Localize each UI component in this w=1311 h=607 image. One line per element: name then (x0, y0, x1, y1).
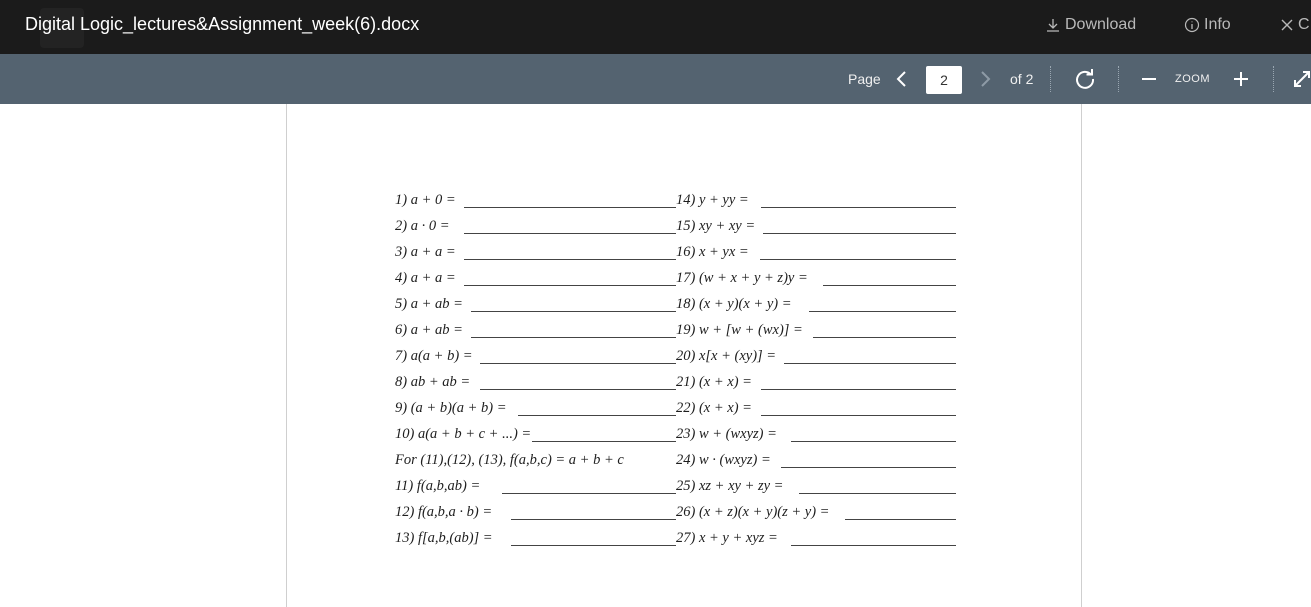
page-total: of 2 (1010, 71, 1034, 87)
answer-blank-line (791, 545, 956, 546)
equation-left-2: 2) a · 0 = (395, 218, 450, 234)
equation-right-10: 23) w + (wxyz) = (676, 426, 777, 442)
equation-right-12: 25) xz + xy + zy = (676, 478, 784, 494)
answer-blank-line (480, 363, 676, 364)
equation-right-5: 18) (x + y)(x + y) = (676, 296, 792, 312)
equation-left-4: 4) a + a = (395, 270, 456, 286)
document-title: Digital Logic_lectures&Assignment_week(6).docx (25, 14, 420, 34)
chevron-left-icon (894, 76, 910, 93)
page-label: Page (848, 71, 881, 87)
equation-left-9: 9) (a + b)(a + b) = (395, 400, 507, 416)
info-button[interactable] (1184, 16, 1231, 34)
answer-blank-line (809, 311, 956, 312)
answer-blank-line (502, 493, 676, 494)
answer-blank-line (813, 337, 956, 338)
answer-blank-line (760, 259, 956, 260)
close-label: C (1298, 16, 1310, 33)
zoom-out-button[interactable] (1140, 70, 1158, 93)
info-label: Info (1204, 16, 1231, 33)
answer-blank-line (791, 441, 956, 442)
answer-blank-line (761, 415, 956, 416)
answer-blank-line (511, 519, 676, 520)
answer-blank-line (471, 337, 676, 338)
info-icon (1184, 17, 1200, 33)
equation-right-1: 14) y + yy = (676, 192, 749, 208)
answer-blank-line (761, 207, 956, 208)
toolbar-divider (1118, 66, 1119, 92)
zoom-in-button[interactable] (1232, 70, 1250, 93)
equation-left-14: 13) f[a,b,(ab)] = (395, 530, 493, 546)
answer-blank-line (464, 207, 676, 208)
toolbar-divider (1050, 66, 1051, 92)
equation-left-12: 11) f(a,b,ab) = (395, 478, 481, 494)
download-button[interactable] (1045, 16, 1136, 34)
assignment-equations (287, 104, 1083, 607)
equation-right-14: 27) x + y + xyz = (676, 530, 778, 546)
answer-blank-line (781, 467, 956, 468)
answer-blank-line (464, 259, 676, 260)
answer-blank-line (845, 519, 956, 520)
expand-icon (1293, 75, 1311, 92)
toolbar-divider (1273, 66, 1274, 92)
title-bar (0, 0, 1311, 54)
viewer-toolbar (0, 54, 1311, 104)
answer-blank-line (761, 389, 956, 390)
document-page (286, 104, 1082, 607)
answer-blank-line (823, 285, 956, 286)
equation-left-1: 1) a + 0 = (395, 192, 456, 208)
answer-blank-line (464, 233, 676, 234)
equation-left-8: 8) ab + ab = (395, 374, 471, 390)
close-button[interactable] (1280, 16, 1310, 34)
document-viewer[interactable] (0, 104, 1311, 607)
rotate-icon (1074, 77, 1096, 94)
chevron-right-icon (977, 76, 993, 93)
download-label: Download (1065, 16, 1137, 33)
page-number-input[interactable] (926, 66, 962, 94)
equation-right-11: 24) w · (wxyz) = (676, 452, 771, 468)
equation-left-10: 10) a(a + b + c + ...) = (395, 426, 532, 442)
minus-icon (1140, 75, 1158, 92)
equation-right-4: 17) (w + x + y + z)y = (676, 270, 808, 286)
next-page-button[interactable] (977, 69, 993, 94)
equation-left-3: 3) a + a = (395, 244, 456, 260)
equation-right-6: 19) w + [w + (wx)] = (676, 322, 803, 338)
answer-blank-line (480, 389, 676, 390)
equation-right-2: 15) xy + xy = (676, 218, 756, 234)
rotate-button[interactable] (1074, 68, 1096, 95)
answer-blank-line (784, 363, 956, 364)
equation-right-3: 16) x + yx = (676, 244, 749, 260)
zoom-label: ZOOM (1175, 73, 1210, 85)
answer-blank-line (799, 493, 956, 494)
equation-right-13: 26) (x + z)(x + y)(z + y) = (676, 504, 830, 520)
equation-right-8: 21) (x + x) = (676, 374, 752, 390)
answer-blank-line (518, 415, 676, 416)
equation-left-6: 6) a + ab = (395, 322, 463, 338)
answer-blank-line (464, 285, 676, 286)
equation-right-7: 20) x[x + (xy)] = (676, 348, 777, 364)
equation-right-9: 22) (x + x) = (676, 400, 752, 416)
answer-blank-line (532, 441, 676, 442)
plus-icon (1232, 75, 1250, 92)
download-icon (1045, 17, 1061, 33)
equation-left-5: 5) a + ab = (395, 296, 463, 312)
answer-blank-line (511, 545, 676, 546)
previous-page-button[interactable] (894, 69, 910, 94)
close-icon (1280, 18, 1294, 32)
fullscreen-button[interactable] (1293, 70, 1311, 93)
equation-left-7: 7) a(a + b) = (395, 348, 473, 364)
equation-left-11: For (11),(12), (13), f(a,b,c) = a + b + c (395, 452, 624, 468)
equation-left-13: 12) f(a,b,a · b) = (395, 504, 493, 520)
answer-blank-line (763, 233, 956, 234)
answer-blank-line (471, 311, 676, 312)
